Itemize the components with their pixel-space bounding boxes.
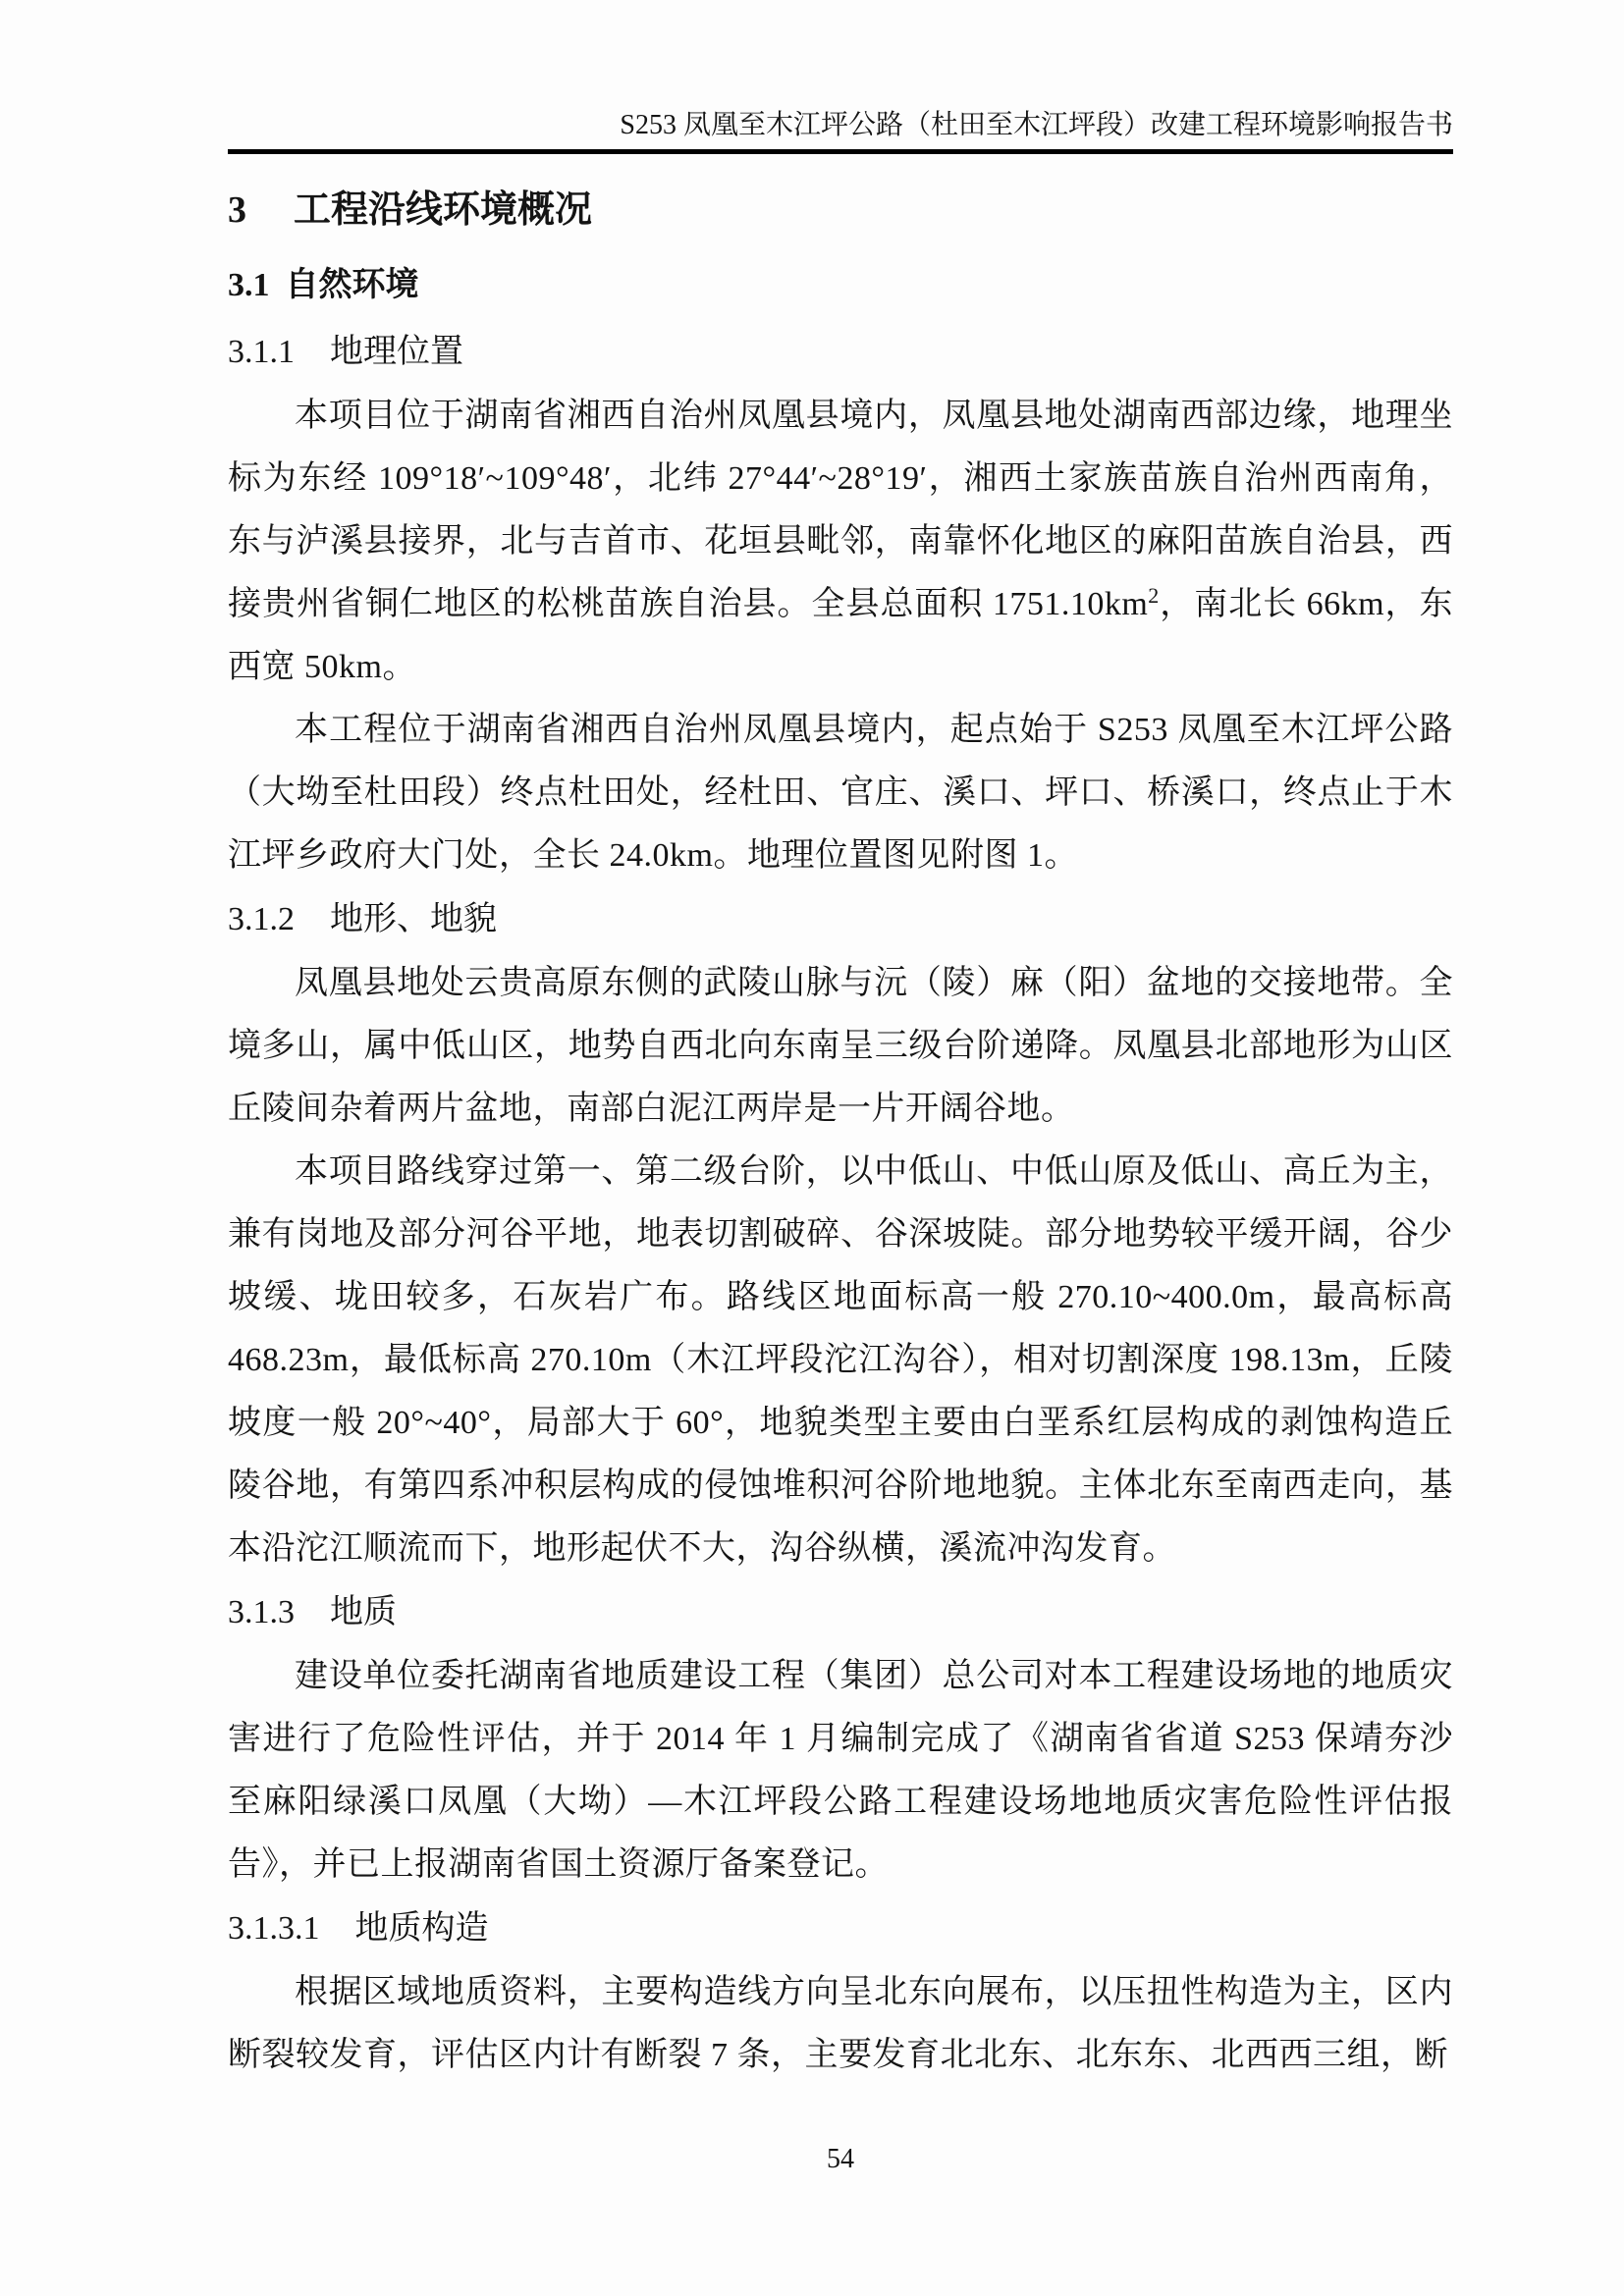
paragraph-location-1 [228, 385, 1453, 699]
heading-number: 3.1.2 [228, 901, 295, 937]
heading-3-1 [228, 251, 1453, 320]
paragraph-text: ，南北长 66km，东西宽 50km。 [228, 586, 1453, 685]
heading-number: 3.1.1 [228, 334, 295, 370]
heading-number: 3.1 [228, 267, 270, 303]
heading-title: 地理位置 [330, 334, 463, 370]
running-header-title: S253 凤凰至木江坪公路（杜田至木江坪段）改建工程环境影响报告书 [620, 110, 1453, 140]
heading-chapter-3 [228, 173, 1453, 247]
heading-number: 3 [228, 189, 246, 231]
paragraph-geology-1: 建设单位委托湖南省地质建设工程（集团）总公司对本工程建设场地的地质灾害进行了危险性评估，并于 2014 年 1 月编制完成了《湖南省省道 S253 保靖夯沙至麻阳绿溪口凤凰（大坳）—木江坪段公路工程建设场地地质灾害危险性评估报告》，并已上报湖南省国土资源厅备案登记。 [228, 1658, 1453, 1883]
heading-3-1-2 [228, 887, 1453, 952]
paragraph-terrain-1: 凤凰县地处云贵高原东侧的武陵山脉与沅（陵）麻（阳）盆地的交接地带。全境多山，属中低山区，地势自西北向东南呈三级台阶递降。凤凰县北部地形为山区丘陵间杂着两片盆地，南部白泥江两岸是一片开阔谷地。 [228, 965, 1453, 1127]
paragraph-terrain-2: 本项目路线穿过第一、第二级台阶，以中低山、中低山原及低山、高丘为主，兼有岗地及部分河谷平地，地表切割破碎、谷深坡陡。部分地势较平缓开阔，谷少坡缓、垅田较多，石灰岩广布。路线区地面标高一般 270.10~400.0m，最高标高 468.23m，最低标高 270.10m（木江坪段沱江沟谷），相对切割深度 198.13m，丘陵坡度一般 20°~40°，局部大于 60°，地貌类型主要由白垩系红层构成的剥蚀构造丘陵谷地，有第四系冲积层构成的侵蚀堆积河谷阶地地貌。主体北东至南西走向，基本沿沱江顺流而下，地形起伏不大，沟谷纵横，溪流冲沟发育。 [228, 1153, 1453, 1567]
heading-3-1-3 [228, 1580, 1453, 1645]
heading-number: 3.1.3.1 [228, 1910, 320, 1947]
heading-number: 3.1.3 [228, 1594, 295, 1630]
paragraph-location-2: 本工程位于湖南省湘西自治州凤凰县境内，起点始于 S253 凤凰至木江坪公路（大坳至杜田段）终点杜田处，经杜田、官庄、溪口、坪口、桥溪口，终点止于木江坪乡政府大门处，全长 24.0km。地理位置图见附图 1。 [228, 712, 1453, 874]
heading-title: 工程沿线环境概况 [294, 189, 593, 231]
heading-title: 自然环境 [285, 267, 419, 303]
heading-3-1-1 [228, 320, 1453, 385]
heading-3-1-3-1 [228, 1896, 1453, 1961]
page-number: 54 [827, 2144, 854, 2174]
superscript-2: 2 [1148, 582, 1160, 608]
heading-title: 地质 [330, 1594, 397, 1630]
document-body [228, 173, 1453, 2087]
paragraph-structure-1: 根据区域地质资料，主要构造线方向呈北东向展布，以压扭性构造为主，区内断裂较发育，评估区内计有断裂 7 条，主要发育北北东、北东东、北西西三组，断 [228, 1974, 1453, 2073]
heading-title: 地质构造 [354, 1910, 489, 1947]
header-rule [228, 149, 1453, 154]
running-header [228, 106, 1453, 145]
heading-title: 地形、地貌 [330, 901, 497, 937]
paragraph-text: 本项目位于湖南省湘西自治州凤凰县境内，凤凰县地处湖南西部边缘，地理坐标为东经 109°18′~109°48′，北纬 27°44′~28°19′，湘西土家族苗族自治州西南角，东与泸溪县接界，北与吉首市、花垣县毗邻，南靠怀化地区的麻阳苗族自治县，西接贵州省铜仁地区的松桃苗族自治县。全县总面积 1751.10km [228, 398, 1453, 622]
